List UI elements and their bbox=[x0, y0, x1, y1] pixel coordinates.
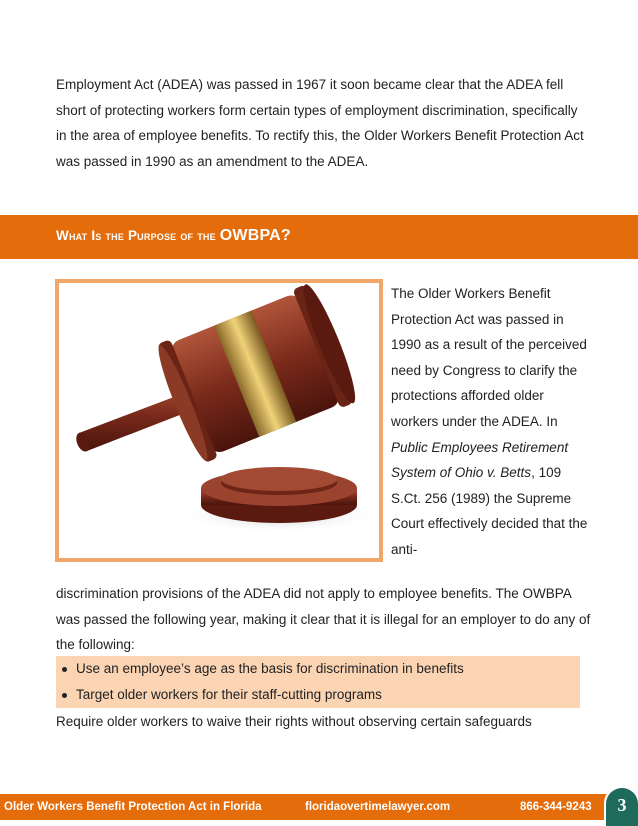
gavel-photo bbox=[55, 279, 383, 562]
list-item bbox=[56, 656, 580, 682]
section-heading-text: What Is the Purpose of the bbox=[56, 228, 220, 243]
footer-phone: 866-344-9243 bbox=[520, 801, 592, 813]
purpose-paragraph bbox=[391, 281, 591, 563]
page-footer bbox=[0, 794, 608, 820]
section-heading bbox=[56, 227, 291, 245]
intro-paragraph: Employment Act (ADEA) was passed in 1967 it soon became clear that the ADEA fell short of protecting workers form certain types of employment discrimination, specifically in the area of employee benefits. To rectify this, the Older Workers Benefit Protection Act was passed in 1990 as an amendment to the ADEA. bbox=[56, 77, 584, 169]
footer-website-link[interactable]: floridaovertimelawyer.com bbox=[305, 801, 451, 813]
list-item-text: Target older workers for their staff-cutting programs bbox=[76, 687, 382, 702]
bullet-icon bbox=[62, 667, 67, 672]
list-item bbox=[56, 682, 580, 708]
section-heading-acronym: OWBPA? bbox=[219, 227, 291, 244]
list-item-text: Use an employee’s age as the basis for discrimination in benefits bbox=[76, 661, 464, 676]
purpose-text-end: , 109 S.Ct. 256 (1989) the Supreme Court effectively decided that the anti- bbox=[391, 465, 588, 557]
continuation-paragraph: discrimination provisions of the ADEA did not apply to employee benefits. The OWBPA was passed the following year, making it clear that it is illegal for an employer to do any of the following: bbox=[56, 586, 591, 653]
gavel-icon bbox=[59, 283, 379, 558]
section-banner bbox=[0, 215, 638, 259]
page-number-badge-fill bbox=[606, 788, 638, 826]
purpose-text-start: The Older Workers Benefit Protection Act was passed in 1990 as a result of the perceived need by Congress to clarify the protections afforded older workers under the ADEA. In bbox=[391, 286, 587, 429]
bullet-icon bbox=[62, 693, 67, 698]
page-number-badge bbox=[604, 786, 638, 826]
prohibited-actions-list bbox=[56, 656, 580, 708]
footer-document-title: Older Workers Benefit Protection Act in Florida bbox=[4, 801, 262, 813]
page-number: 3 bbox=[617, 795, 627, 815]
case-citation: Public Employees Retirement System of Ohio v. Betts bbox=[391, 439, 569, 481]
closing-line: Require older workers to waive their rights without observing certain safeguards bbox=[56, 714, 532, 729]
